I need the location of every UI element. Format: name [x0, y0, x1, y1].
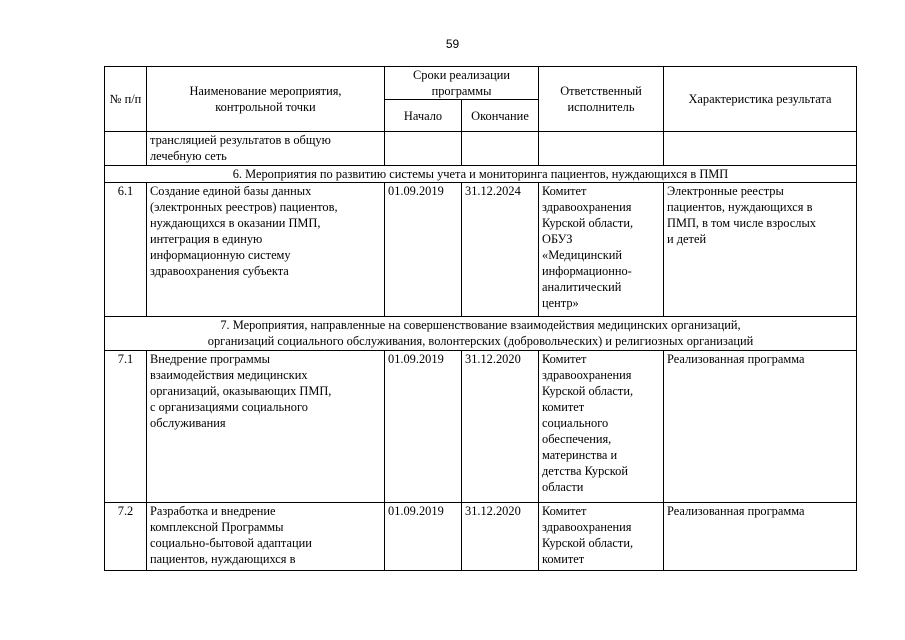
cell-end: 31.12.2020 [462, 351, 539, 503]
cell-start [385, 132, 462, 166]
cell-end: 31.12.2024 [462, 183, 539, 317]
cell-responsible: Комитет здравоохранения Курской области, комитет социального обеспечения, материнства и детства Курской области [539, 351, 664, 503]
cell-end [462, 132, 539, 166]
cell-start: 01.09.2019 [385, 503, 462, 571]
cell-name: Создание единой базы данных (электронных реестров) пациентов, нуждающихся в оказании ПМП, интеграция в единую информационную систему здравоохранения субъекта [147, 183, 385, 317]
cell-result: Реализованная программа [664, 351, 857, 503]
header-num: № п/п [105, 67, 147, 132]
page-number: 59 [445, 37, 460, 51]
cell-num: 6.1 [105, 183, 147, 317]
cell-start: 01.09.2019 [385, 351, 462, 503]
cell-start: 01.09.2019 [385, 183, 462, 317]
cell-num [105, 132, 147, 166]
cell-end: 31.12.2020 [462, 503, 539, 571]
cell-result: Реализованная программа [664, 503, 857, 571]
header-start: Начало [385, 100, 462, 132]
header-end: Окончание [462, 100, 539, 132]
table-row-6-1 [105, 183, 857, 317]
cell-result [664, 132, 857, 166]
cell-num: 7.1 [105, 351, 147, 503]
cell-result: Электронные реестры пациентов, нуждающихся в ПМП, в том числе взрослых и детей [664, 183, 857, 317]
header-terms: Сроки реализации программы [385, 67, 539, 100]
table-row-7-2 [105, 503, 857, 571]
cell-responsible: Комитет здравоохранения Курской области, ОБУЗ «Медицинский информационно- аналитический центр» [539, 183, 664, 317]
section-6-row [105, 166, 857, 183]
activities-table [104, 66, 857, 571]
cell-num: 7.2 [105, 503, 147, 571]
header-result: Характеристика результата [664, 67, 857, 132]
header-name: Наименование мероприятия, контрольной точки [147, 67, 385, 132]
section-6-title: 6. Мероприятия по развитию системы учета и мониторинга пациентов, нуждающихся в ПМП [105, 166, 857, 183]
cell-responsible [539, 132, 664, 166]
section-7-row [105, 317, 857, 351]
cell-name: трансляцией результатов в общую лечебную сеть [147, 132, 385, 166]
section-7-title: 7. Мероприятия, направленные на совершенствование взаимодействия медицинских организаций, организаций социального обслуживания, волонтерских (добровольческих) и религиозных организаций [105, 317, 857, 351]
table-row-continuation [105, 132, 857, 166]
cell-name: Разработка и внедрение комплексной Программы социально-бытовой адаптации пациентов, нуждающихся в [147, 503, 385, 571]
header-responsible: Ответственный исполнитель [539, 67, 664, 132]
cell-name: Внедрение программы взаимодействия медицинских организаций, оказывающих ПМП, с организациями социального обслуживания [147, 351, 385, 503]
table-row-7-1 [105, 351, 857, 503]
cell-responsible: Комитет здравоохранения Курской области, комитет [539, 503, 664, 571]
